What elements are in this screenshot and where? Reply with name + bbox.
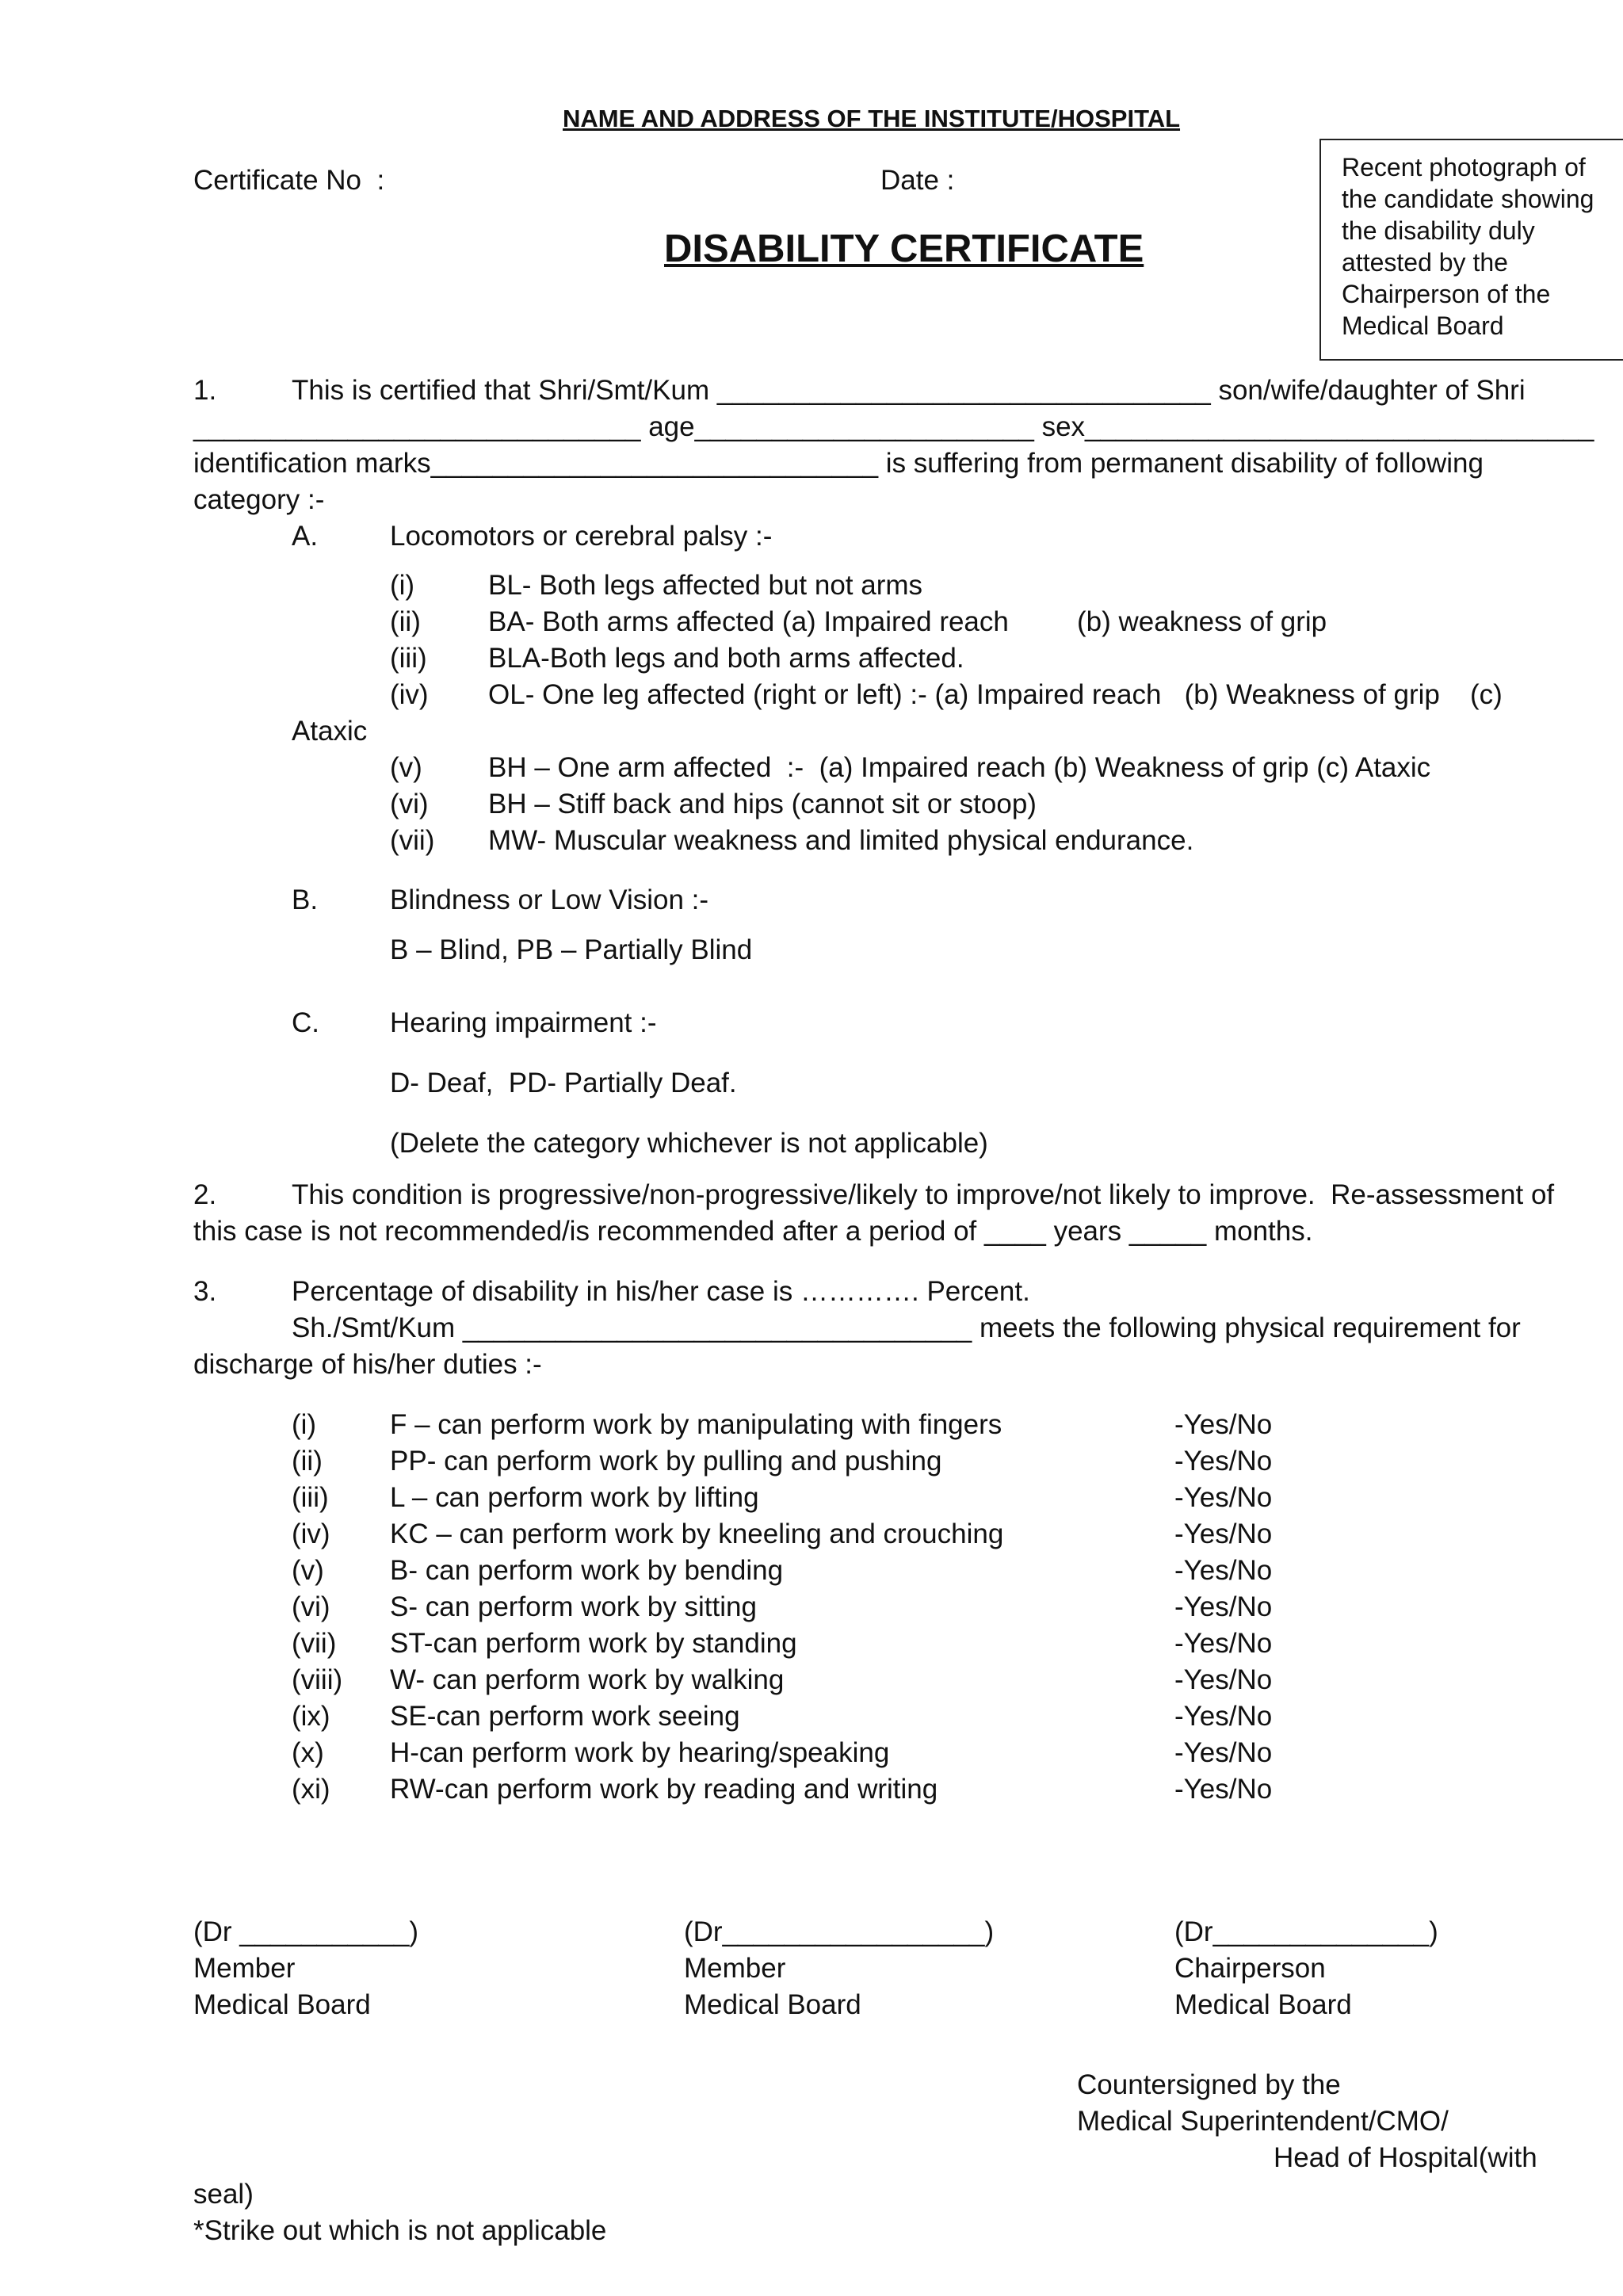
section-3-line-3: discharge of his/her duties :-: [193, 1349, 542, 1380]
requirement-number: (vii): [292, 1628, 337, 1659]
requirement-number: (viii): [292, 1664, 343, 1695]
requirement-answer: -Yes/No: [1174, 1446, 1273, 1477]
requirement-text: RW-can perform work by reading and writing: [390, 1774, 938, 1805]
signature-board: Medical Board: [193, 1989, 371, 2020]
signature-dr: (Dr_________________): [684, 1916, 995, 1947]
institute-heading: NAME AND ADDRESS OF THE INSTITUTE/HOSPITAL: [563, 105, 1181, 132]
locomotor-item-wrap: Ataxic: [292, 716, 368, 747]
requirement-number: (vi): [292, 1591, 330, 1622]
date-label: Date :: [880, 165, 955, 196]
signature-board: Medical Board: [1174, 1989, 1352, 2020]
locomotor-item-number: (iii): [390, 643, 427, 674]
category-note: (Delete the category whichever is not applicable): [390, 1128, 988, 1159]
category-b-title: Blindness or Low Vision :-: [390, 884, 709, 915]
requirement-number: (x): [292, 1737, 324, 1768]
section-1-line-1: This is certified that Shri/Smt/Kum ________________________________ son/wife/daughter of Shri: [292, 375, 1526, 406]
section-1-line-3: identification marks_____________________________ is suffering from permanent disability of following: [193, 448, 1484, 479]
requirement-text: H-can perform work by hearing/speaking: [390, 1737, 890, 1768]
category-c-title: Hearing impairment :-: [390, 1007, 657, 1038]
requirement-text: F – can perform work by manipulating with fingers: [390, 1409, 1002, 1440]
locomotor-item-text: BA- Both arms affected (a) Impaired reach: [488, 606, 1009, 637]
section-1-number: 1.: [193, 375, 217, 406]
locomotor-item-text: MW- Muscular weakness and limited physical endurance.: [488, 825, 1194, 856]
requirement-answer: -Yes/No: [1174, 1737, 1273, 1768]
requirement-answer: -Yes/No: [1174, 1628, 1273, 1659]
locomotor-item-text: BH – Stiff back and hips (cannot sit or stoop): [488, 789, 1037, 819]
requirement-number: (iii): [292, 1482, 329, 1513]
category-c-letter: C.: [292, 1007, 319, 1038]
category-a-letter: A.: [292, 521, 319, 552]
requirement-answer: -Yes/No: [1174, 1409, 1273, 1440]
section-3-line-1: Percentage of disability in his/her case is …………. Percent.: [292, 1276, 1030, 1307]
locomotor-item-number: (vii): [390, 825, 435, 856]
requirement-answer: -Yes/No: [1174, 1664, 1273, 1695]
photo-note: Recent photograph of the candidate showing the disability duly attested by the Chairperson of the Medical Board: [1342, 153, 1594, 340]
requirement-text: PP- can perform work by pulling and pushing: [390, 1446, 942, 1477]
signature-role: Member: [684, 1953, 786, 1984]
certificate-no-label: Certificate No :: [193, 165, 385, 196]
requirement-number: (v): [292, 1555, 324, 1586]
locomotor-item-number: (i): [390, 570, 415, 601]
signature-dr: (Dr ___________): [193, 1916, 419, 1947]
photo-box: [1319, 139, 1623, 361]
page-title: DISABILITY CERTIFICATE: [664, 227, 1144, 270]
signature-role: Chairperson: [1174, 1953, 1326, 1984]
locomotor-item-number: (v): [390, 752, 422, 783]
locomotor-item-number: (vi): [390, 789, 429, 819]
locomotor-item-number: (ii): [390, 606, 421, 637]
category-b-detail: B – Blind, PB – Partially Blind: [390, 934, 753, 965]
section-1-line-2: _____________________________ age______________________ sex_________________________________: [193, 411, 1594, 442]
section-2-number: 2.: [193, 1179, 217, 1210]
locomotor-item-extra: (c): [1470, 679, 1503, 710]
requirement-number: (i): [292, 1409, 317, 1440]
signature-dr: (Dr______________): [1174, 1916, 1438, 1947]
requirement-number: (ix): [292, 1701, 330, 1732]
locomotor-item-extra: (b) weakness of grip: [1077, 606, 1327, 637]
requirement-answer: -Yes/No: [1174, 1591, 1273, 1622]
section-2-line-1: This condition is progressive/non-progressive/likely to improve/not likely to improve. Re-assessment of: [292, 1179, 1555, 1210]
requirement-text: L – can perform work by lifting: [390, 1482, 759, 1513]
locomotor-item-text: OL- One leg affected (right or left) :- (a) Impaired reach (b) Weakness of grip: [488, 679, 1440, 710]
requirement-answer: -Yes/No: [1174, 1555, 1273, 1586]
section-2-line-2: this case is not recommended/is recommended after a period of ____ years _____ months.: [193, 1216, 1313, 1247]
category-c-detail: D- Deaf, PD- Partially Deaf.: [390, 1068, 737, 1098]
requirement-number: (iv): [292, 1519, 330, 1549]
signature-board: Medical Board: [684, 1989, 861, 2020]
requirement-answer: -Yes/No: [1174, 1774, 1273, 1805]
locomotor-item-text: BH – One arm affected :- (a) Impaired reach (b) Weakness of grip (c) Ataxic: [488, 752, 1431, 783]
requirement-text: ST-can perform work by standing: [390, 1628, 797, 1659]
requirement-text: W- can perform work by walking: [390, 1664, 785, 1695]
locomotor-item-text: BLA-Both legs and both arms affected.: [488, 643, 964, 674]
countersign-line-3: Head of Hospital(with: [1274, 2142, 1537, 2173]
requirement-answer: -Yes/No: [1174, 1482, 1273, 1513]
countersign-line-4: seal): [193, 2179, 254, 2210]
countersign-line-1: Countersigned by the: [1077, 2069, 1341, 2100]
section-3-number: 3.: [193, 1276, 217, 1307]
requirement-number: (ii): [292, 1446, 323, 1477]
countersign-line-2: Medical Superintendent/CMO/: [1077, 2106, 1449, 2137]
requirement-text: B- can perform work by bending: [390, 1555, 784, 1586]
locomotor-item-number: (iv): [390, 679, 429, 710]
section-3-line-2: Sh./Smt/Kum _________________________________ meets the following physical requirement for: [292, 1312, 1521, 1343]
requirement-text: SE-can perform work seeing: [390, 1701, 740, 1732]
requirement-number: (xi): [292, 1774, 330, 1805]
locomotor-item-text: BL- Both legs affected but not arms: [488, 570, 923, 601]
requirement-answer: -Yes/No: [1174, 1519, 1273, 1549]
category-a-title: Locomotors or cerebral palsy :-: [390, 521, 773, 552]
signature-role: Member: [193, 1953, 296, 1984]
category-b-letter: B.: [292, 884, 319, 915]
requirement-text: S- can perform work by sitting: [390, 1591, 757, 1622]
footnote: *Strike out which is not applicable: [193, 2215, 607, 2246]
requirement-text: KC – can perform work by kneeling and crouching: [390, 1519, 1004, 1549]
requirement-answer: -Yes/No: [1174, 1701, 1273, 1732]
section-1-line-4: category :-: [193, 484, 325, 515]
